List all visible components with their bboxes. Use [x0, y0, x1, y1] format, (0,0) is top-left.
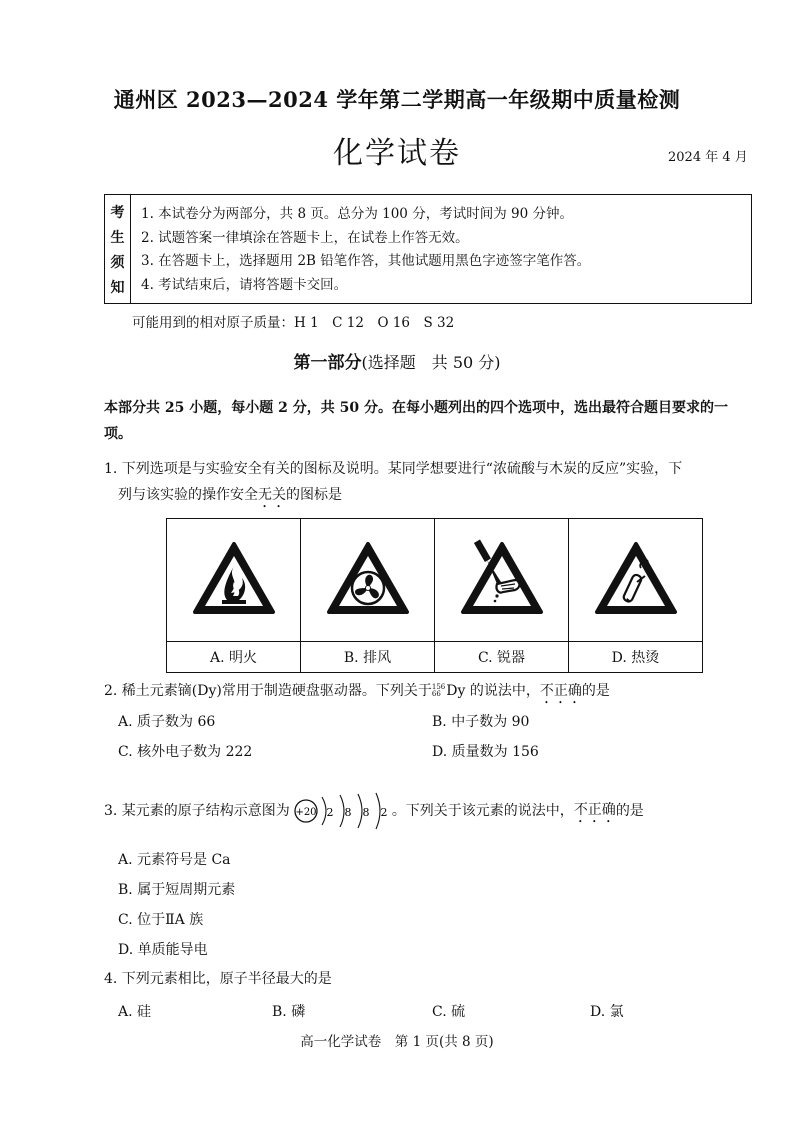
q4-option-b: B. 磷 — [272, 1004, 306, 1020]
q4-option-a: A. 硅 — [118, 1004, 152, 1020]
q1-stem — [104, 456, 764, 511]
notice-side-char: 须 — [110, 254, 125, 271]
shell-electrons: 2 — [326, 806, 334, 819]
q2-stem-pre: 2. 稀土元素镝(Dy)常用于制造硬盘驱动器。下列关于 — [104, 683, 432, 699]
q1-line2 — [104, 482, 764, 511]
open-flame-icon — [189, 538, 279, 618]
q3-stem-pre: 3. 某元素的原子结构示意图为 — [104, 803, 290, 819]
q3-option-b: B. 属于短周期元素 — [118, 882, 236, 898]
q3-option-c: C. 位于ⅡA 族 — [118, 912, 204, 928]
notice-side-char: 生 — [110, 229, 125, 246]
notice-side-char: 考 — [110, 204, 125, 221]
q2-stem-mid: 的说法中， — [465, 683, 540, 699]
q1-line1: 1. 下列选项是与实验安全有关的图标及说明。某同学想要进行“浓硫酸与木炭的反应”实验，下 — [104, 461, 683, 477]
q4-option-d: D. 氯 — [590, 1004, 624, 1020]
q1-icon-table — [166, 518, 703, 673]
q1-option-d: D. 热烫 — [569, 642, 703, 673]
exam-title: 通州区 2023—2024 学年第二学期高一年级期中质量检测 — [113, 87, 681, 112]
q1-icon-cell-b — [301, 519, 435, 642]
q2-option-b: B. 中子数为 90 — [432, 714, 530, 730]
q3-stem-post: 的是 — [615, 803, 644, 819]
q2-emphasis: 不正确 — [539, 683, 582, 699]
hot-surface-icon — [591, 538, 681, 618]
shell-electrons: 8 — [344, 806, 352, 819]
part1-title: 第一部分 — [293, 353, 362, 373]
q2-mass-number: 156 — [431, 683, 446, 691]
notice-side-char: 知 — [110, 279, 125, 296]
part1-sub: (选择题 共 50 分) — [361, 353, 501, 372]
notice-line: 4. 考试结束后，请将答题卡交回。 — [141, 276, 348, 293]
q1-icon-cell-c — [435, 519, 569, 642]
notice-line: 2. 试题答案一律填涂在答题卡上，在试卷上作答无效。 — [141, 229, 469, 246]
notice-line: 1. 本试卷分为两部分，共 8 页。总分为 100 分，考试时间为 90 分钟。 — [141, 206, 573, 222]
q3-stem-mid: 。下列关于该元素的说法中， — [391, 803, 574, 819]
q1-emphasis: 无关 — [258, 487, 286, 503]
q3-option-a: A. 元素符号是 Ca — [118, 852, 231, 868]
q1-option-c: C. 锐器 — [435, 642, 569, 673]
q2-element-symbol: Dy — [446, 683, 466, 699]
notice-box — [104, 194, 752, 304]
q2-option-a: A. 质子数为 66 — [118, 714, 216, 730]
nucleus-charge: +20 — [295, 807, 317, 818]
q1-option-a: A. 明火 — [167, 642, 301, 673]
q3-option-d: D. 单质能导电 — [118, 942, 208, 958]
q1-line2-pre: 列与该实验的操作安全 — [118, 487, 258, 503]
notice-side-label — [105, 195, 131, 303]
q4-stem: 4. 下列元素相比，原子半径最大的是 — [104, 971, 332, 987]
shell-electrons: 8 — [362, 806, 370, 819]
notice-line: 3. 在答题卡上，选择题用 2B 铅笔作答，其他试题用黑色字迹签字笔作答。 — [141, 253, 591, 269]
q2-stem-post: 的是 — [581, 683, 610, 699]
q2-isotope-numbers — [432, 684, 445, 698]
q3-stem — [104, 791, 764, 831]
exam-date: 2024 年 4 月 — [668, 150, 748, 165]
atomic-masses: 可能用到的相对原子质量：H 1 C 12 O 16 S 32 — [132, 315, 455, 331]
q2-stem — [104, 678, 764, 707]
atomic-structure-diagram — [292, 791, 390, 831]
q2-option-c: C. 核外电子数为 222 — [118, 744, 253, 760]
shell-electrons: 2 — [380, 806, 388, 819]
part1-intro: 本部分共 25 小题，每小题 2 分，共 50 分。在每小题列出的四个选项中，选出最符合题目要求的一项。 — [104, 400, 728, 442]
q2-option-d: D. 质量数为 156 — [432, 744, 539, 760]
notice-lines — [141, 203, 590, 297]
exam-subtitle: 化学试卷 — [333, 136, 461, 171]
q3-emphasis: 不正确 — [573, 801, 616, 818]
q1-line2-post: 的图标是 — [286, 487, 342, 503]
q4-option-c: C. 硫 — [432, 1004, 466, 1020]
q1-icon-cell-a — [167, 519, 301, 642]
q1-icon-cell-d — [569, 519, 703, 642]
q1-option-b: B. 排风 — [301, 642, 435, 673]
exhaust-fan-icon — [323, 538, 413, 618]
sharp-object-icon — [457, 538, 547, 618]
page-footer: 高一化学试卷 第 1 页(共 8 页) — [300, 1034, 494, 1050]
part1-heading — [0, 348, 794, 373]
q2-atomic-number: 66 — [431, 690, 441, 698]
